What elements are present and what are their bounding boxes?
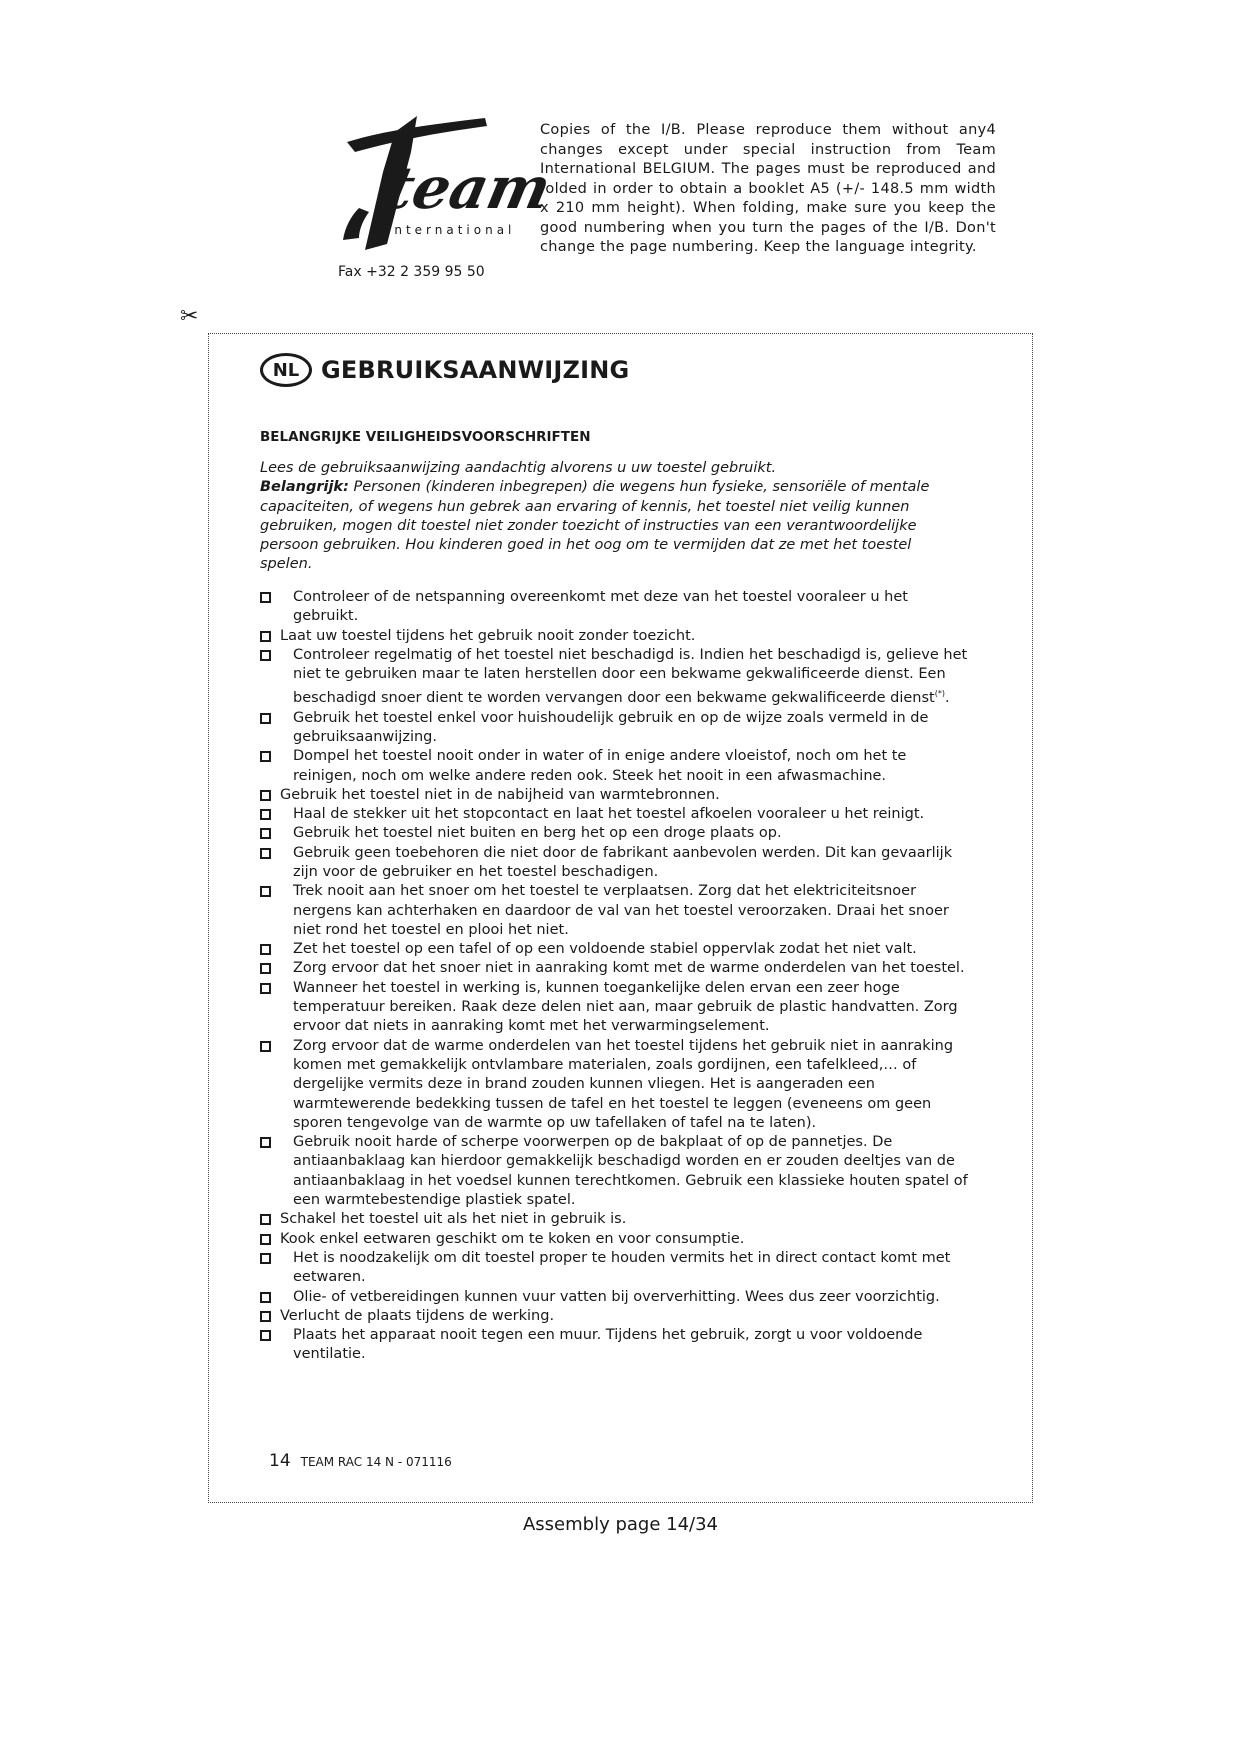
- checkbox-bullet-icon: [260, 963, 271, 974]
- language-header: [260, 353, 629, 387]
- checkbox-bullet-icon: [260, 1137, 271, 1148]
- list-item: Gebruik het toestel niet in de nabijheid van warmtebronnen.: [260, 786, 970, 805]
- list-item: Laat uw toestel tijdens het gebruik nooit zonder toezicht.: [260, 627, 970, 646]
- logo-subtext: international: [387, 223, 516, 237]
- list-item: Het is noodzakelijk om dit toestel proper te houden vermits het in direct contact komt met eetwaren.: [260, 1249, 970, 1288]
- fax-number: Fax +32 2 359 95 50: [338, 264, 485, 280]
- list-item: Zorg ervoor dat het snoer niet in aanraking komt met de warme onderdelen van het toestel.: [260, 959, 970, 978]
- language-badge: NL: [260, 353, 312, 387]
- checkbox-bullet-icon: [260, 790, 271, 801]
- list-item: Zet het toestel op een tafel of op een voldoende stabiel oppervlak zodat het niet valt.: [260, 940, 970, 959]
- checkbox-bullet-icon: [260, 1253, 271, 1264]
- scissors-icon: ✂: [180, 304, 199, 329]
- list-item: Olie- of vetbereidingen kunnen vuur vatten bij oververhitting. Wees dus zeer voorzichtig.: [260, 1288, 970, 1307]
- checkbox-bullet-icon: [260, 1311, 271, 1322]
- list-item: Zorg ervoor dat de warme onderdelen van het toestel tijdens het gebruik niet in aanraking komen met gemakkelijk ontvlambare materialen, zoals gordijnen, een tafelkleed,… of dergelijke vermits deze in brand zouden kunnen vliegen. Het is aangeraden een warmtewerende bedekking tussen de tafel en het toestel te leggen (eveneens om geen sporen tengevolge van de warmte op uw tafellaken of tafel na te laten).: [260, 1037, 970, 1133]
- list-item: Gebruik geen toebehoren die niet door de fabrikant aanbevolen werden. Dit kan gevaarlijk zijn voor de gebruiker en het toestel beschadigen.: [260, 844, 970, 883]
- page-footer: [269, 1451, 452, 1471]
- list-item: Haal de stekker uit het stopcontact en laat het toestel afkoelen vooraleer u het reinigt.: [260, 805, 970, 824]
- assembly-page-label: Assembly page 14/34: [522, 1514, 719, 1535]
- page-title: GEBRUIKSAANWIJZING: [321, 356, 630, 384]
- list-item: Controleer regelmatig of het toestel niet beschadigd is. Indien het beschadigd is, gelieve het niet te gebruiken maar te laten herstellen door een bekwame gekwalificeerde dienst. Een beschadigd snoer dient te worden vervangen door een bekwame gekwalificeerde dienst(*).: [260, 646, 970, 709]
- checkbox-bullet-icon: [260, 1214, 271, 1225]
- list-item: Gebruik nooit harde of scherpe voorwerpen op de bakplaat of op de pannetjes. De antiaanbaklaag kan hierdoor gemakkelijk beschadigd worden en er zouden deeltjes van de antiaanbaklaag in het voedsel kunnen terechtkomen. Gebruik een klassieke houten spatel of een warmtebestendige plastiek spatel.: [260, 1133, 970, 1210]
- checkbox-bullet-icon: [260, 944, 271, 955]
- important-paragraph: [260, 478, 960, 574]
- logo-text: team: [379, 153, 557, 222]
- manual-page: [208, 333, 1033, 1503]
- list-item: Wanneer het toestel in werking is, kunnen toegankelijke delen ervan een zeer hoge temperatuur bereiken. Raak deze delen niet aan, maar gebruik de plastic handvatten. Zorg ervoor dat niets in aanraking komt met het verwarmingselement.: [260, 979, 970, 1037]
- checkbox-bullet-icon: [260, 828, 271, 839]
- checkbox-bullet-icon: [260, 983, 271, 994]
- page-number: 14: [269, 1451, 291, 1471]
- list-item: Trek nooit aan het snoer om het toestel te verplaatsen. Zorg dat het elektriciteitsnoer nergens kan achterhaken en daardoor de val van het toestel veroorzaken. Draai het snoer niet rond het toestel en plooi het niet.: [260, 882, 970, 940]
- checkbox-bullet-icon: [260, 809, 271, 820]
- list-item: Controleer of de netspanning overeenkomt met deze van het toestel vooraleer u het gebruikt.: [260, 588, 970, 627]
- intro-line: Lees de gebruiksaanwijzing aandachtig alvorens u uw toestel gebruikt.: [260, 460, 777, 476]
- section-title: BELANGRIJKE VEILIGHEIDSVOORSCHRIFTEN: [260, 429, 591, 445]
- checkbox-bullet-icon: [260, 650, 271, 661]
- checkbox-bullet-icon: [260, 713, 271, 724]
- printing-note: Copies of the I/B. Please reproduce them without any4 changes except under special instruction from Team International BELGIUM. The pages must be reproduced and folded in order to obtain a booklet A5 (+/- 148.5 mm width x 210 mm height). When folding, make sure you keep the good numbering when you turn the pages of the I/B. Don't change the page numbering. Keep the language integrity.: [540, 122, 996, 255]
- checkbox-bullet-icon: [260, 1292, 271, 1303]
- checkbox-bullet-icon: [260, 1330, 271, 1341]
- safety-rules-list: [260, 588, 970, 1365]
- model-code: TEAM RAC 14 N - 071116: [300, 1455, 452, 1469]
- list-item: Schakel het toestel uit als het niet in gebruik is.: [260, 1210, 970, 1229]
- checkbox-bullet-icon: [260, 1041, 271, 1052]
- list-item: Plaats het apparaat nooit tegen een muur. Tijdens het gebruik, zorgt u voor voldoende ventilatie.: [260, 1326, 970, 1365]
- important-text: Personen (kinderen inbegrepen) die wegens hun fysieke, sensoriële of mentale capaciteiten, of wegens hun gebrek aan ervaring of kennis, het toestel niet veilig kunnen gebruiken, mogen dit toestel niet zonder toezicht of instructies van een verantwoordelijke persoon gebruiken. Hou kinderen goed in het oog om te vermijden dat ze met het toestel spelen.: [260, 479, 930, 573]
- list-item: Gebruik het toestel enkel voor huishoudelijk gebruik en op de wijze zoals vermeld in de gebruiksaanwijzing.: [260, 709, 970, 748]
- checkbox-bullet-icon: [260, 848, 271, 859]
- intro: [260, 459, 960, 575]
- list-item: Dompel het toestel nooit onder in water of in enige andere vloeistof, noch om het te reinigen, noch om welke andere reden ook. Steek het nooit in een afwasmachine.: [260, 747, 970, 786]
- checkbox-bullet-icon: [260, 631, 271, 642]
- checkbox-bullet-icon: [260, 886, 271, 897]
- important-label: Belangrijk:: [260, 479, 349, 496]
- list-item: Gebruik het toestel niet buiten en berg het op een droge plaats op.: [260, 824, 970, 843]
- team-logo: [325, 112, 557, 252]
- checkbox-bullet-icon: [260, 1234, 271, 1245]
- checkbox-bullet-icon: [260, 592, 271, 603]
- checkbox-bullet-icon: [260, 751, 271, 762]
- list-item: Verlucht de plaats tijdens de werking.: [260, 1307, 970, 1326]
- list-item: Kook enkel eetwaren geschikt om te koken en voor consumptie.: [260, 1230, 970, 1249]
- footnote-mark: (*): [934, 689, 945, 699]
